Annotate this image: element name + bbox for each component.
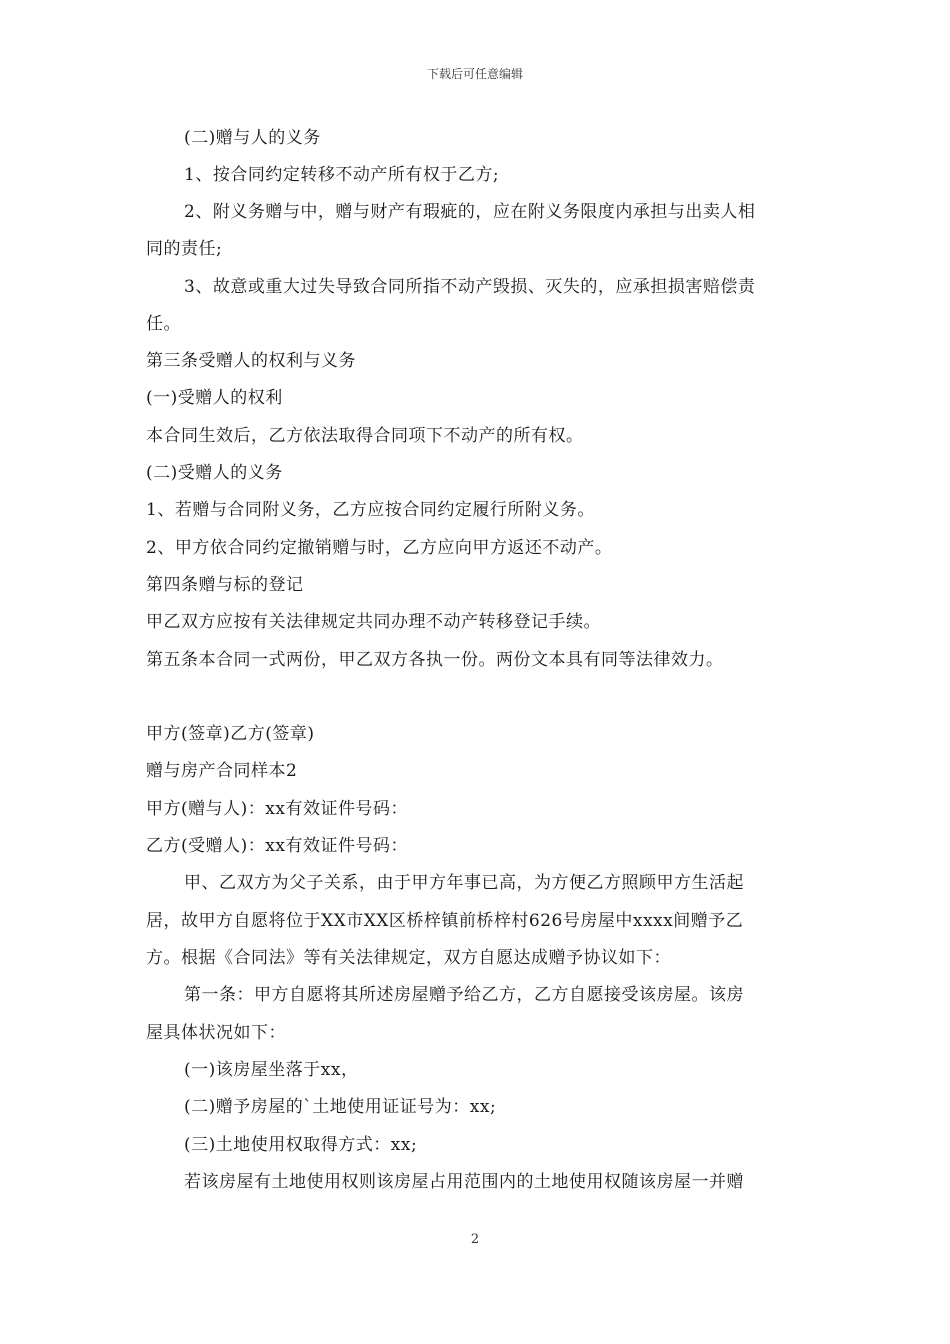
party-a-line: 甲方(赠与人)：xx有效证件号码： bbox=[146, 799, 408, 819]
party-b-line: 乙方(受赠人)：xx有效证件号码： bbox=[146, 836, 408, 856]
text-line: (三)土地使用权取得方式：xx; bbox=[184, 1135, 418, 1155]
text-line: 1、若赠与合同附义务，乙方应按合同约定履行所附义务。 bbox=[146, 500, 595, 520]
text-line: 屋具体状况如下： bbox=[146, 1023, 286, 1043]
text-line: 2、附义务赠与中，赠与财产有瑕疵的，应在附义务限度内承担与出卖人相 bbox=[184, 202, 756, 222]
text-line: 同的责任; bbox=[146, 239, 223, 259]
text-line: (二)赠与人的义务 bbox=[184, 128, 321, 148]
text-line: 若该房屋有土地使用权则该房屋占用范围内的土地使用权随该房屋一并赠 bbox=[184, 1172, 744, 1192]
text-line: (一)受赠人的权利 bbox=[146, 388, 283, 408]
signature-line: 甲方(签章)乙方(签章) bbox=[146, 724, 315, 744]
text-line: 任。 bbox=[146, 314, 181, 334]
page-number: 2 bbox=[470, 1232, 480, 1247]
document-title: 赠与房产合同样本2 bbox=[146, 761, 298, 781]
text-line: 第一条：甲方自愿将其所述房屋赠予给乙方，乙方自愿接受该房屋。该房 bbox=[184, 985, 744, 1005]
text-line: 方。根据《合同法》等有关法律规定，双方自愿达成赠予协议如下： bbox=[146, 948, 671, 968]
text-line: (二)赠予房屋的`土地使用证证号为：xx; bbox=[184, 1097, 497, 1117]
text-line: 3、故意或重大过失导致合同所指不动产毁损、灭失的，应承担损害赔偿责 bbox=[184, 277, 756, 297]
section-heading: 第五条本合同一式两份，甲乙双方各执一份。两份文本具有同等法律效力。 bbox=[146, 650, 724, 670]
page-header: 下载后可任意编辑 bbox=[426, 67, 523, 81]
section-heading: 第四条赠与标的登记 bbox=[146, 575, 304, 595]
text-line: 甲乙双方应按有关法律规定共同办理不动产转移登记手续。 bbox=[146, 612, 601, 632]
text-line: 居，故甲方自愿将位于XX市XX区桥梓镇前桥梓村626号房屋中xxxx间赠予乙 bbox=[146, 911, 744, 931]
section-heading: 第三条受赠人的权利与义务 bbox=[146, 351, 356, 371]
text-line: 本合同生效后，乙方依法取得合同项下不动产的所有权。 bbox=[146, 426, 584, 446]
text-line: 2、甲方依合同约定撤销赠与时，乙方应向甲方返还不动产。 bbox=[146, 538, 613, 558]
text-line: 1、按合同约定转移不动产所有权于乙方; bbox=[184, 165, 500, 185]
text-line: (二)受赠人的义务 bbox=[146, 463, 283, 483]
text-line: 甲、乙双方为父子关系，由于甲方年事已高，为方便乙方照顾甲方生活起 bbox=[184, 873, 744, 893]
text-line: (一)该房屋坐落于xx， bbox=[184, 1060, 359, 1080]
